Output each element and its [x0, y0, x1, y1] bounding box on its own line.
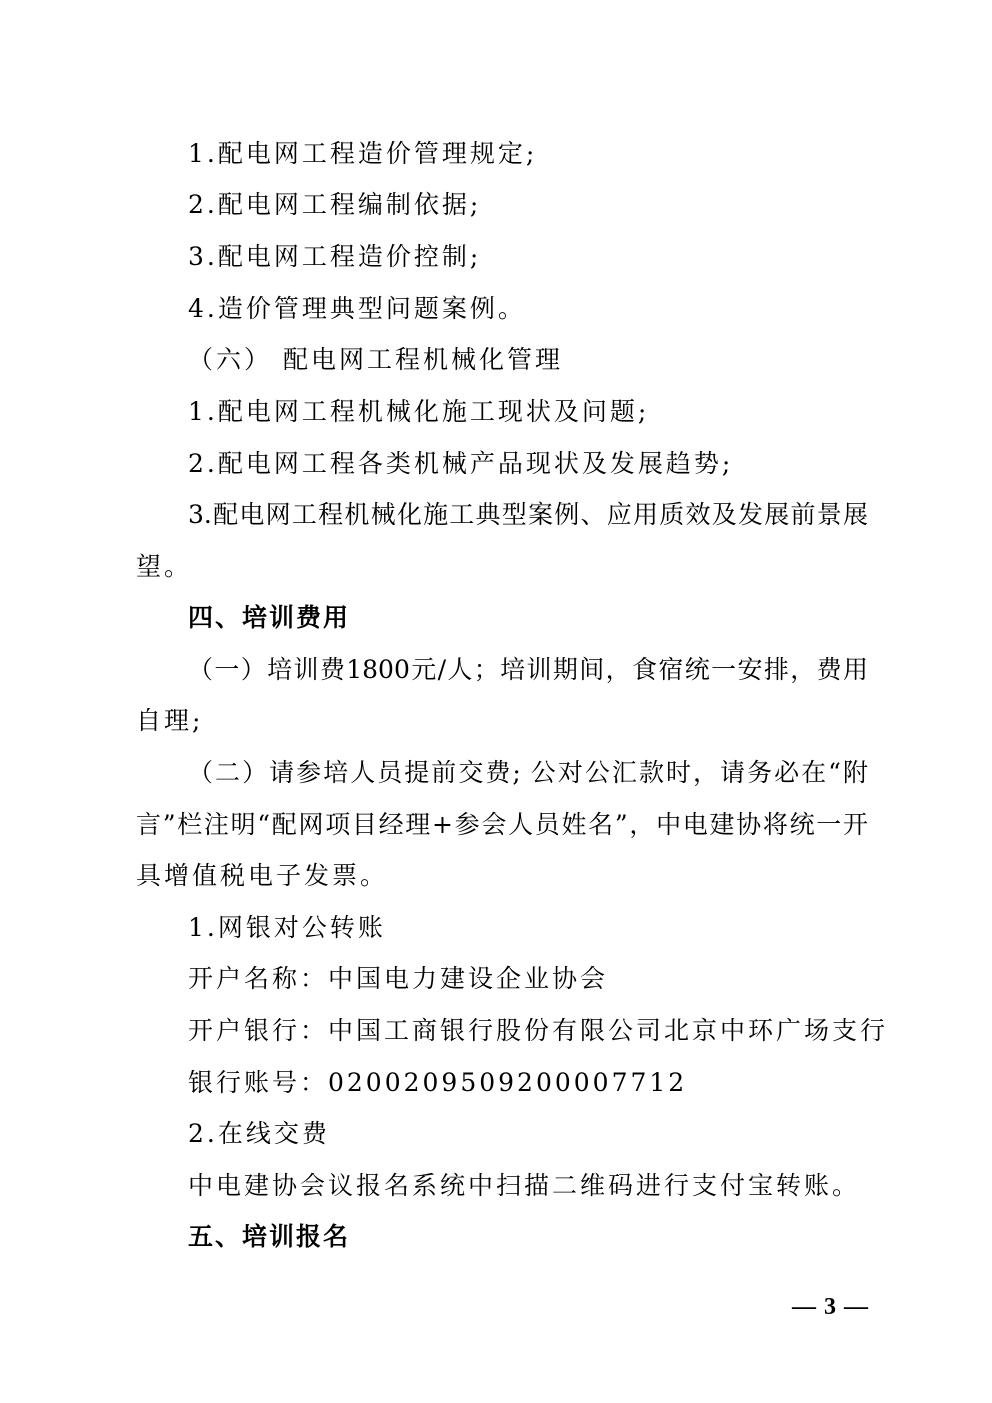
- payment-note-paragraph: （二）请参培人员提前交费; 公对公汇款时，请务必在“附: [188, 758, 868, 787]
- item-mechanization-cases: 3.配电网工程机械化施工典型案例、应用质效及发展前景展: [188, 500, 868, 529]
- payment-note-paragraph-cont-2: 具增值税电子发票。: [136, 861, 389, 890]
- item-cost-cases: 4.造价管理典型问题案例。: [188, 294, 526, 323]
- item-mechanization-cases-cont: 望。: [136, 552, 193, 581]
- item-cost-control: 3.配电网工程造价控制;: [188, 242, 482, 271]
- item-bank-transfer: 1.网银对公转账: [188, 913, 386, 942]
- section-fees-heading: 四、培训费用: [188, 603, 351, 632]
- item-machinery-products: 2.配电网工程各类机械产品现状及发展趋势;: [188, 449, 734, 478]
- item-cost-regulation: 1.配电网工程造价管理规定;: [188, 139, 538, 168]
- online-payment-instructions: 中电建协会议报名系统中扫描二维码进行支付宝转账。: [188, 1171, 861, 1200]
- account-number: 银行账号：0200209509200007712: [188, 1068, 688, 1097]
- item-compilation-basis: 2.配电网工程编制依据;: [188, 190, 482, 219]
- fee-amount-paragraph-cont: 自理;: [136, 706, 204, 735]
- section-mechanization-heading: （六） 配电网工程机械化管理: [188, 345, 563, 374]
- payment-note-paragraph-cont-1: 言”栏注明“配网项目经理+参会人员姓名”，中电建协将统一开: [136, 810, 868, 839]
- fee-amount-paragraph: （一）培训费1800元/人；培训期间，食宿统一安排，费用: [188, 655, 868, 684]
- account-name: 开户名称：中国电力建设企业协会: [188, 964, 609, 993]
- item-mechanization-status: 1.配电网工程机械化施工现状及问题;: [188, 397, 650, 426]
- item-online-payment: 2.在线交费: [188, 1119, 330, 1148]
- section-registration-heading: 五、培训报名: [188, 1222, 351, 1251]
- account-bank: 开户银行：中国工商银行股份有限公司北京中环广场支行: [188, 1016, 889, 1045]
- page-number: — 3 —: [792, 1294, 869, 1320]
